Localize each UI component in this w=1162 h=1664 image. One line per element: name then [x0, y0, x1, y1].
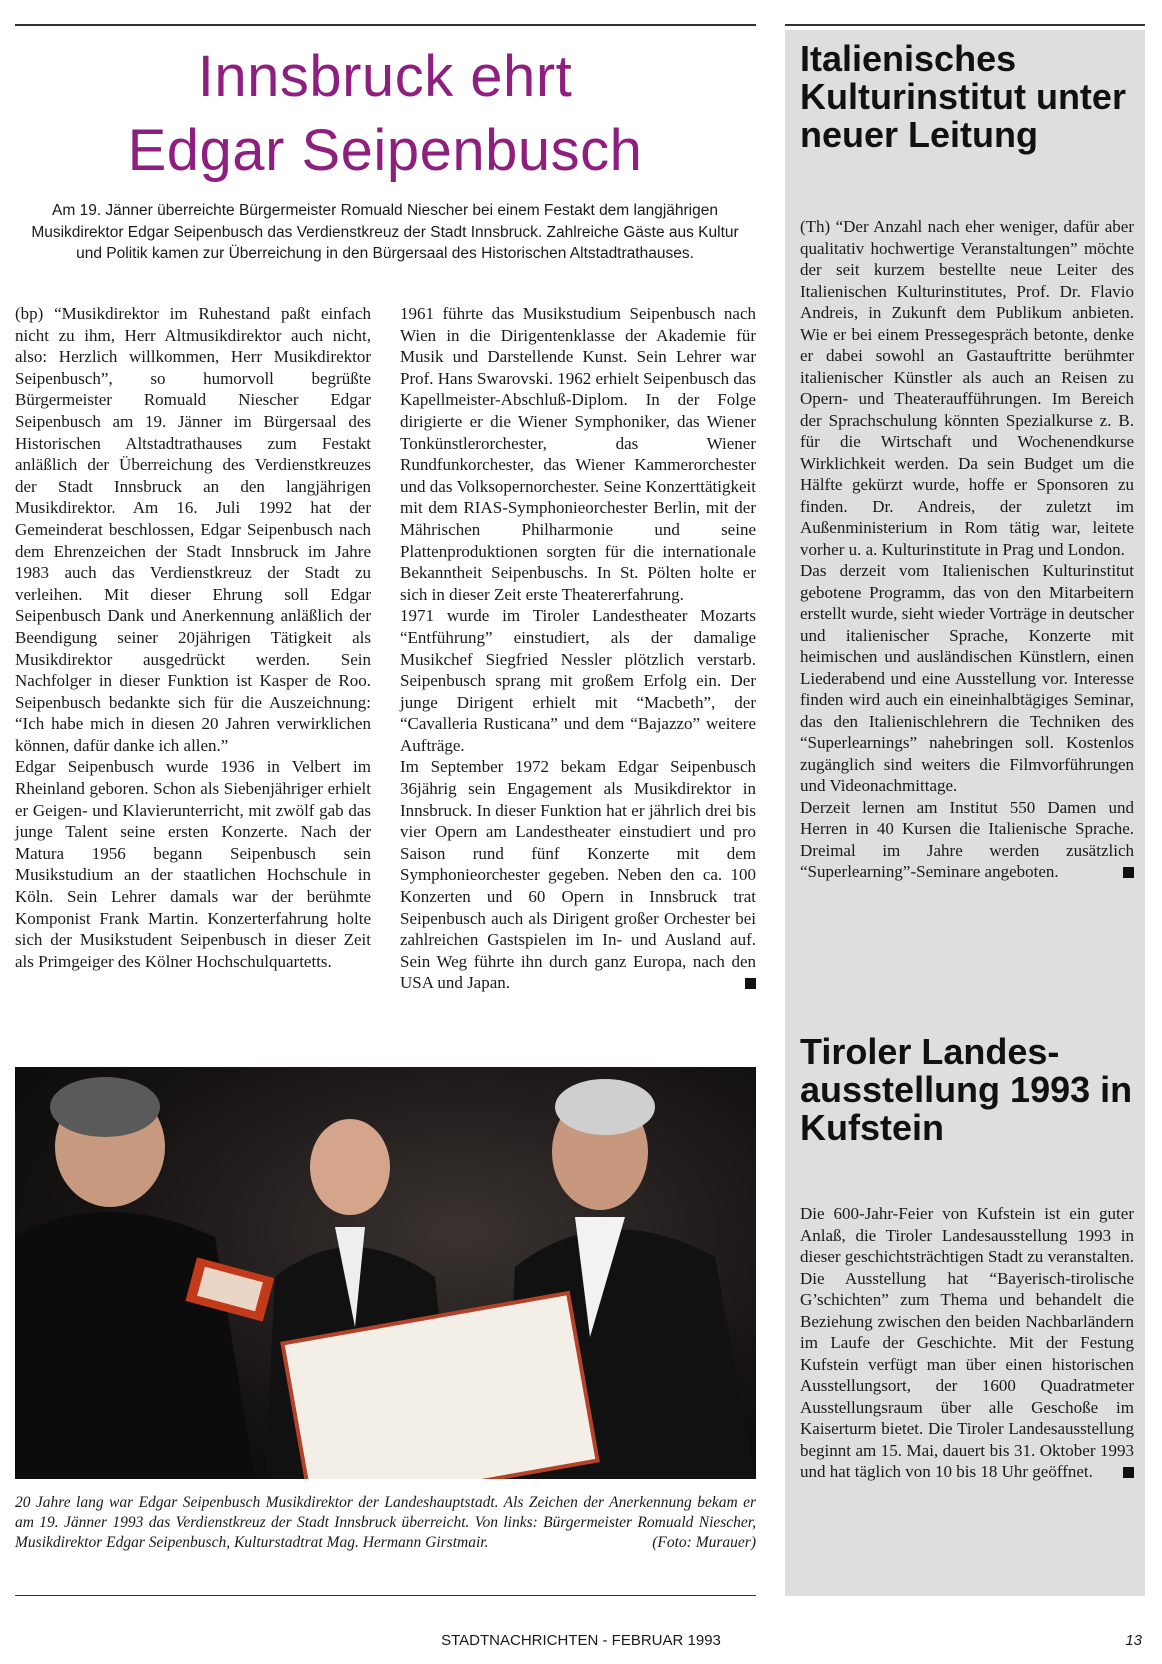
- top-rule-left: [15, 24, 756, 26]
- paragraph: (Th) “Der Anzahl nach eher weniger, dafür aber qualitativ hochwertige Veranstaltungen” möchte der seit kurzem bestellte neue Leiter des Italienischen Kulturinstitutes, Prof. Dr. Flavio Andreis, in Zukunft dem Publikum anbieten. Wie er bei einem Pressegespräch betonte, denke er dabei sowohl an Gastauftritte berühmter italienischer Künstler als auch an Reisen zu Opern- und Theateraufführungen. Im Bereich der Sprachschulung könnten Spezialkurse z. B. für die Wirtschaft und Wochenendkurse Wirklichkeit werden. Da sein Budget um die Hälfte gekürzt wurde, hoffe er Sponsoren zu finden. Dr. Andreis, der zuletzt im Außenministerium in Rom tätig war, leitete vorher u. a. Kulturinstitute in Prag und London.: [800, 217, 1134, 559]
- paragraph: 1971 wurde im Tiroler Landestheater Mozarts “Entführung” einstudiert, als der damalige Musikchef Siegfried Nessler plötzlich verstarb. Seipenbusch sprang mit großem Erfolg ein. Der junge Dirigent erhielt mit “Macbeth”, der “Cavalleria Rusticana” und dem “Bajazzo” weitere Aufträge.: [400, 606, 756, 755]
- sidebar-story-1: [800, 216, 1134, 883]
- end-of-article-mark: [1123, 1467, 1134, 1478]
- sidebar-story-2: [800, 1203, 1134, 1483]
- article-headline: [15, 40, 755, 188]
- headline-line-2: Edgar Seipenbusch: [127, 118, 643, 183]
- paragraph: Die 600-Jahr-Feier von Kufstein ist ein guter Anlaß, die Tiroler Landesausstellung 1993 in dieser geschichtsträchtigen Stadt zu veranstalten. Die Ausstellung hat “Bayerisch-tirolische G’schichten” zum Thema und behandelt die Beziehung zwischen den beiden Nachbarländern im Laufe der Geschichte. Mit der Festung Kufstein verfügt man über einen historischen Ausstellungsort, der 1600 Quadratmeter Ausstellungsraum über alle Geschoße im Kaiserturm bietet. Die Tiroler Landesausstellung beginnt am 15. Mai, dauert bis 31. Oktober 1993 und hat täglich von 10 bis 18 Uhr geöffnet.: [800, 1204, 1134, 1481]
- sidebar-headline-1: Italienisches Kulturinstitut unter neuer Leitung: [800, 38, 1126, 155]
- article-column-2: [400, 303, 756, 994]
- award-ceremony-photo: [15, 1067, 756, 1479]
- article-lead: Am 19. Jänner überreichte Bürgermeister Romuald Niescher bei einem Festakt dem langjährigen Musikdirektor Edgar Seipenbusch das Verdienstkreuz der Stadt Innsbruck. Zahlreiche Gäste aus Kultur und Politik kamen zur Überreichung in den Bürgersaal des Historischen Altstadtrathauses.: [31, 202, 739, 262]
- photo-illustration: [15, 1067, 756, 1479]
- paragraph: 1961 führte das Musikstudium Seipenbusch nach Wien in die Dirigentenklasse der Akademie für Musik und Darstellende Kunst. Sein Lehrer war Prof. Hans Swarovski. 1962 erhielt Seipenbusch das Kapellmeister-Abschluß-Diplom. In der Folge dirigierte er die Wiener Symphoniker, das Wiener Tonkünstlerorchester, das Wiener Rundfunkorchester, das Wiener Kammerorchester und das Volksopernorchester. Seine Konzerttätigkeit mit dem RIAS-Symphonieorchester Berlin, mit der Mährischen Philharmonie und seine Plattenproduktionen sorgten für die internationale Bekanntheit Seipenbuschs. In St. Pölten holte er sich in dieser Zeit erste Theatererfahrung.: [400, 304, 757, 604]
- end-of-article-mark: [745, 978, 756, 989]
- publication-name: STADTNACHRICHTEN - FEBRUAR 1993: [441, 1632, 721, 1649]
- caption-text: 20 Jahre lang war Edgar Seipenbusch Musikdirektor der Landeshauptstadt. Als Zeichen der Anerkennung bekam er am 19. Jänner 1993 das Verdienstkreuz der Stadt Innsbruck überreicht. Von links: Bürgermeister Romuald Niescher, Musikdirektor Edgar Seipenbusch, Kulturstadtrat Mag. Hermann Girstmair.: [15, 1494, 756, 1551]
- end-of-article-mark: [1123, 867, 1134, 878]
- sidebar-headline-2: Tiroler Landes-ausstellung 1993 in Kufstein: [800, 1031, 1133, 1148]
- photo-caption: [15, 1493, 756, 1553]
- paragraph: Im September 1972 bekam Edgar Seipenbusch 36jährig sein Engagement als Musikdirektor in Innsbruck. In dieser Funktion hat er jährlich drei bis vier Opern am Landestheater einstudiert und pro Saison rund fünf Konzerte mit dem Symphonieorchester gegeben. Neben den ca. 100 Konzerten und 60 Opern in Innsbruck trat Seipenbusch auch als Dirigent großer Orchester bei zahlreichen Gastspielen im In- und Ausland auf. Sein Weg führte ihn durch ganz Europa, nach den USA und Japan.: [400, 757, 756, 993]
- paragraph: Das derzeit vom Italienischen Kulturinstitut gebotene Programm, das von den Mitarbeitern erstellt wurde, sieht wieder Vorträge in deutscher und italienischer Sprache, Konzerte mit heimischen und ausländischen Künstlern, einen Liederabend und eine Ausstellung vor. Interesse finden wird auch ein eineinhalbtägiges Seminar, das den Italienischlehrern die Techniken des “Superlearnings” nahebringen soll. Kostenlos zugänglich sind weiters die Filmvorführungen und Videonachmittage.: [800, 561, 1134, 795]
- paragraph: (bp) “Musikdirektor im Ruhestand paßt einfach nicht zu ihm, Herr Altmusikdirektor auch nicht, also: Herzlich willkommen, Herr Musikdirektor Seipenbusch”, so humorvoll begrüßte Bürgermeister Romuald Niescher Edgar Seipenbusch am 19. Jänner im Bürgersaal des Historischen Altstadtrathauses zum Festakt anläßlich der Überreichung des Verdienstkreuzes der Stadt Innsbruck an den langjährigen Musikdirektor. Am 16. Juli 1992 hat der Gemeinderat beschlossen, Edgar Seipenbusch nach dem Ehrenzeichen der Stadt Innsbruck im Jahre 1983 auch das Verdienstkreuz der Stadt zu verleihen. Mit dieser Ehrung soll Edgar Seipenbusch Dank und Anerkennung anläßlich der Beendigung seiner 20jährigen Tätigkeit als Musikdirektor ausgedrückt werden. Sein Nachfolger in dieser Funktion ist Kasper de Roo. Seipenbusch bedankte sich für die Auszeichnung: “Ich habe mich in diesen 20 Jahren verwirklichen können, dafür danke ich allen.”: [15, 304, 371, 755]
- article-column-1: [15, 303, 371, 972]
- paragraph: Derzeit lernen am Institut 550 Damen und Herren in 40 Kursen die Italienische Sprache. Dreimal im Jahre werden zusätzlich “Superlearning”-Seminare angeboten.: [800, 797, 1134, 881]
- top-rule-right: [785, 24, 1145, 26]
- headline-line-1: Innsbruck ehrt: [197, 44, 573, 109]
- bottom-rule-left: [15, 1595, 756, 1596]
- page-number: 13: [1125, 1632, 1142, 1649]
- paragraph: Edgar Seipenbusch wurde 1936 in Velbert im Rheinland geboren. Schon als Siebenjähriger erhielt er Geigen- und Klavierunterricht, mit zwölf gab das junge Talent seine ersten Konzerte. Nach der Matura 1956 begann Seipenbusch sein Musikstudium an der staatlichen Hochschule in Köln. Sein Lehrer damals war der berühmte Komponist Frank Martin. Konzerterfahrung holte sich der Musikstudent Seipenbusch in dieser Zeit als Primgeiger des Kölner Hochschulquartetts.: [15, 757, 371, 971]
- photo-credit: (Foto: Murauer): [652, 1534, 756, 1551]
